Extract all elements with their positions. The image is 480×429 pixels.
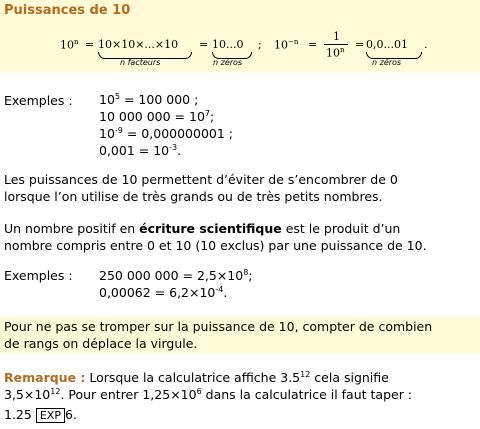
remark (4, 369, 412, 423)
product-note: n facteurs (120, 58, 161, 67)
equals-sign-3: = (308, 38, 318, 51)
power-formula (0, 32, 480, 68)
example-line: $10^5 = 100$ 000 ; (99, 91, 199, 107)
examples-label-2: Exemples : (4, 268, 73, 283)
formula-end: . (424, 38, 428, 51)
examples-list-2 (99, 267, 253, 301)
intro-paragraph (4, 171, 398, 205)
remark-line: $3,5\times 10^{12}$. Pour entrer $1,25\times 10^6$ dans la calculatrice il faut taper : (4, 386, 413, 402)
definition-paragraph (4, 220, 427, 254)
page-title: Puissances de 10 (4, 3, 131, 18)
equals-sign-4: = (355, 38, 365, 51)
example-line: 250 000 $000 = 2,5\times 10^8$; (99, 267, 253, 283)
product-term: 10×10×...×10 (98, 38, 179, 51)
paragraph-line: nombre compris entre 0 et 10 (10 exclus) par une puissance de 10. (4, 238, 427, 253)
example-line: $0,001 = 10^{-3}$. (99, 142, 182, 158)
decimal-note: n zéros (372, 58, 402, 67)
example-line: 10 000 $000 = 10^7$; (99, 108, 215, 124)
equals-sign-2: = (199, 38, 209, 51)
remark-line: Remarque : Lorsque la calculatrice affiche $3.5^{12}$ cela signifie (4, 369, 389, 385)
exp-key: EXP (36, 408, 65, 423)
tip-line: Pour ne pas se tromper sur la puissance de 10, compter de combien (4, 319, 433, 334)
fraction-numerator: 1 (333, 30, 340, 43)
separator: ; (258, 38, 262, 51)
remark-label: Remarque : (4, 370, 86, 385)
fraction-bar (324, 44, 348, 45)
paragraph-line: Les puissances de 10 permettent d’éviter de s’encombrer de 0 (4, 172, 398, 187)
equals-sign: = (85, 38, 95, 51)
zeros-term: 10...0 (212, 38, 244, 51)
zeros-note: n zéros (213, 58, 243, 67)
example-line: $10^{-9} = 0,000000001$ ; (99, 125, 233, 141)
remark-line: 1.25 EXP 6. (4, 407, 77, 422)
decimal-term: 0,0...01 (366, 38, 408, 51)
definition-box (0, 0, 480, 72)
formula-lhs: 10$^n$ (60, 38, 79, 52)
paragraph-line: Un nombre positif en écriture scientifique est le produit d’un (4, 221, 401, 236)
tip-line: de rangs on déplace la virgule. (4, 336, 198, 351)
example-line: $0,00062 = 6,2\times 10^{-4}$. (99, 284, 228, 300)
formula-lhs-2: $10^{-n}$ (274, 38, 299, 52)
scientific-notation-term: écriture scientifique (139, 221, 282, 236)
fraction-denominator: 10$^n$ (326, 46, 345, 60)
tip-text (4, 318, 432, 352)
examples-list (99, 91, 233, 159)
examples-label: Exemples : (4, 93, 73, 108)
paragraph-line: lorsque l’on utilise de très grands ou de très petits nombres. (4, 189, 383, 204)
tip-box (0, 317, 480, 353)
